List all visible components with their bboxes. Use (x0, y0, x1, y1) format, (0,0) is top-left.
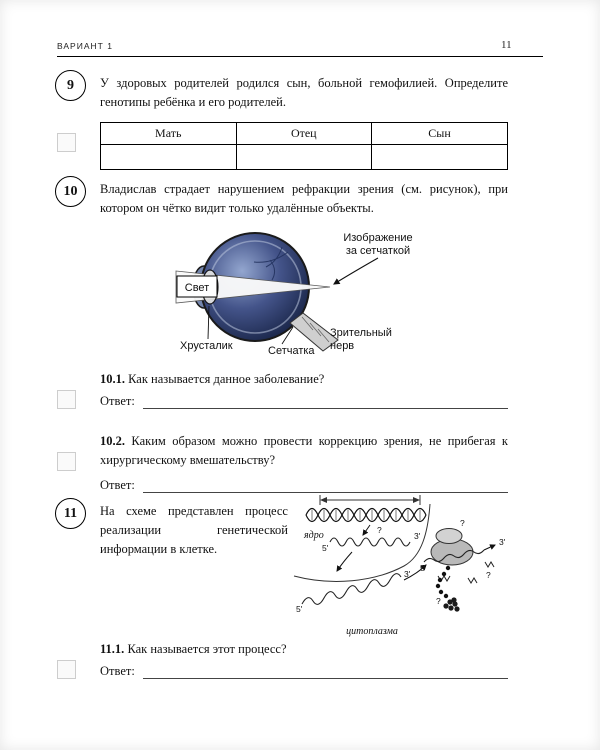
question-11-1-label: 11.1. (100, 642, 125, 656)
table-cell-son[interactable] (372, 145, 508, 170)
question-11-1 (100, 640, 508, 659)
question-10-2-text: Каким образом можно провести коррекцию зрения, не прибегая к хирургическому вмешательству? (100, 434, 508, 467)
question-mark: ? (436, 596, 441, 606)
genotype-table (100, 122, 508, 170)
five-prime-label: 5' (420, 563, 427, 573)
protein-blob (443, 597, 459, 611)
header-variant-label: ВАРИАНТ 1 (57, 41, 113, 51)
light-label: Свет (184, 282, 210, 294)
three-prime-label: 3' (414, 531, 421, 541)
lens-label: Хрусталик (180, 340, 233, 352)
question-10-1-label: 10.1. (100, 372, 125, 386)
answer-line-10-2[interactable] (143, 478, 508, 493)
question-10-1 (100, 370, 508, 389)
table-header-father: Отец (236, 123, 372, 145)
question-11-1-text: Как называется этот процесс? (127, 642, 287, 656)
question-10-2 (100, 432, 508, 470)
answer-line-11-1[interactable] (143, 664, 508, 679)
nucleus-label: ядро (304, 530, 324, 541)
question-11-number: 11 (55, 498, 86, 529)
margin-box (57, 133, 76, 152)
answer-line-10-1[interactable] (143, 394, 508, 409)
pre-mrna-strand (330, 538, 410, 546)
question-9-text: У здоровых родителей родился сын, больной гемофилией. Определите генотипы ребёнка и его родителей. (100, 76, 508, 109)
ribosome-small-subunit (436, 529, 462, 544)
question-10-number: 10 (55, 176, 86, 207)
margin-box (57, 390, 76, 409)
margin-box (57, 660, 76, 679)
question-10-text: Владислав страдает нарушением рефракции зрения (см. рисунок), при котором он чётко видит только удалённые объекты. (100, 182, 508, 215)
cytoplasm-label: цитоплазма (346, 626, 398, 637)
margin-box (57, 452, 76, 471)
table-header-row (101, 123, 508, 145)
answer-row-10-1 (100, 394, 508, 411)
optic-nerve-label-line2: нерв (330, 340, 355, 352)
three-prime-label: 3' (499, 537, 506, 547)
table-header-son: Сын (372, 123, 508, 145)
table-answer-row (101, 145, 508, 170)
question-9-number: 9 (55, 70, 86, 101)
question-11-text: На схеме представлен процесс реализации генетической информации в клетке. (100, 504, 288, 556)
export-arrow (337, 552, 352, 571)
answer-label: Ответ: (100, 478, 135, 492)
retina-label: Сетчатка (268, 345, 315, 356)
table-cell-father[interactable] (236, 145, 372, 170)
bracket-arrow-right (413, 497, 420, 503)
answer-label: Ответ: (100, 664, 135, 678)
mrna-strand (302, 574, 401, 605)
image-behind-retina-label-line1: Изображение (343, 232, 413, 244)
optic-nerve-label-line1: Зрительный (330, 327, 392, 339)
trna-shape (485, 562, 494, 567)
table-cell-mother[interactable] (101, 145, 237, 170)
three-prime-label: 3' (404, 569, 411, 579)
page-number: 11 (501, 39, 512, 51)
protein-synthesis-diagram (292, 492, 560, 642)
image-pointer-arrow (334, 258, 378, 284)
question-10-2-label: 10.2. (100, 434, 125, 448)
question-mark: ? (377, 525, 382, 535)
table-header-mother: Мать (101, 123, 237, 145)
five-prime-label: 5' (322, 543, 329, 553)
image-behind-retina-label-line2: за сетчаткой (345, 245, 411, 257)
answer-row-11-1 (100, 664, 508, 681)
question-mark: ? (486, 570, 491, 580)
question-mark: ? (460, 518, 465, 528)
bracket-arrow-left (320, 497, 327, 503)
question-10-1-text: Как называется данное заболевание? (128, 372, 325, 386)
polypeptide-chain (436, 566, 450, 598)
eye-diagram (150, 230, 430, 356)
header-rule (57, 56, 543, 57)
trna-shape (468, 578, 477, 583)
five-prime-label: 5' (296, 604, 303, 614)
answer-label: Ответ: (100, 394, 135, 408)
transcription-arrow (363, 525, 370, 535)
mrna-exit-arrow (484, 545, 495, 550)
